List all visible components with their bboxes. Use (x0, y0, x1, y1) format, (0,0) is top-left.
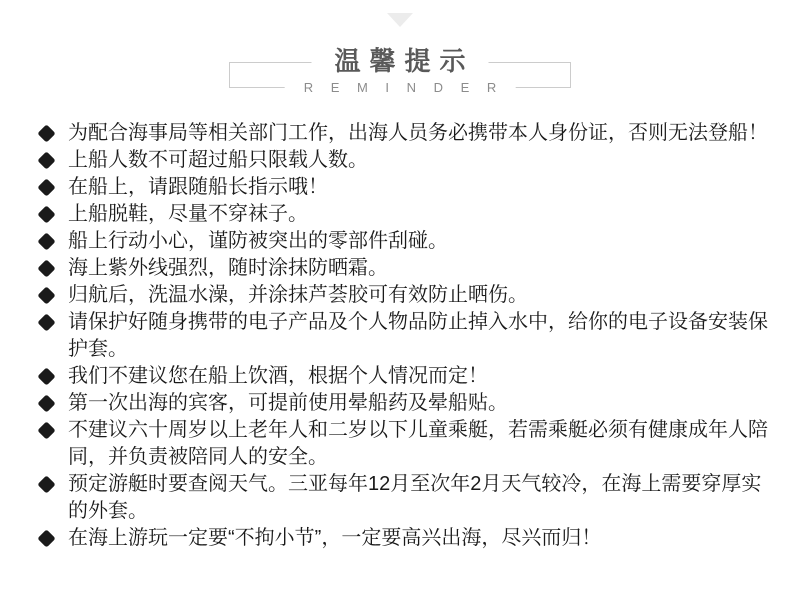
tip-item (36, 471, 776, 525)
diamond-bullet-icon (36, 120, 56, 147)
title-box (229, 46, 571, 95)
page-title: 温馨提示 (311, 46, 488, 76)
tip-text: 归航后，洗温水澡，并涂抹芦荟胶可有效防止晒伤。 (68, 284, 528, 306)
page-subtitle: R E M I N D E R (285, 80, 516, 96)
tip-item (36, 363, 776, 390)
diamond-bullet-icon (36, 147, 56, 174)
tip-text: 我们不建议您在船上饮酒，根据个人情况而定！ (68, 365, 488, 387)
diamond-bullet-icon (36, 282, 56, 309)
tip-text: 预定游艇时要查阅天气。三亚每年12月至次年2月天气较冷，在海上需要穿厚实的外套。 (68, 473, 762, 522)
tip-item (36, 417, 776, 471)
tip-text: 海上紫外线强烈，随时涂抹防晒霜。 (68, 257, 388, 279)
diamond-bullet-icon (36, 471, 56, 498)
tip-item (36, 228, 776, 255)
down-triangle-icon (387, 13, 413, 27)
diamond-bullet-icon (36, 363, 56, 390)
tip-item (36, 255, 776, 282)
diamond-bullet-icon (36, 417, 56, 444)
diamond-bullet-icon (36, 201, 56, 228)
tip-text: 请保护好随身携带的电子产品及个人物品防止掉入水中，给你的电子设备安装保护套。 (68, 311, 768, 360)
tips-list (0, 120, 800, 552)
tip-item (36, 282, 776, 309)
diamond-bullet-icon (36, 228, 56, 255)
diamond-bullet-icon (36, 309, 56, 336)
tip-text: 为配合海事局等相关部门工作，出海人员务必携带本人身份证，否则无法登船！ (68, 122, 768, 144)
tip-item (36, 390, 776, 417)
tip-item (36, 147, 776, 174)
tip-item (36, 525, 776, 552)
diamond-bullet-icon (36, 255, 56, 282)
tip-item (36, 174, 776, 201)
tip-text: 在船上，请跟随船长指示哦！ (68, 176, 328, 198)
reminder-header (0, 13, 800, 95)
tip-text: 上船脱鞋，尽量不穿袜子。 (68, 203, 308, 225)
tip-item (36, 120, 776, 147)
tip-item (36, 201, 776, 228)
tip-text: 第一次出海的宾客，可提前使用晕船药及晕船贴。 (68, 392, 508, 414)
diamond-bullet-icon (36, 174, 56, 201)
tip-text: 在海上游玩一定要“不拘小节”，一定要高兴出海，尽兴而归！ (68, 527, 602, 549)
diamond-bullet-icon (36, 390, 56, 417)
tip-text: 不建议六十周岁以上老年人和二岁以下儿童乘艇，若需乘艇必须有健康成年人陪同，并负责被陪同人的安全。 (68, 419, 768, 468)
diamond-bullet-icon (36, 525, 56, 552)
tip-text: 船上行动小心，谨防被突出的零部件刮碰。 (68, 230, 448, 252)
tip-text: 上船人数不可超过船只限载人数。 (68, 149, 368, 171)
tip-item (36, 309, 776, 363)
